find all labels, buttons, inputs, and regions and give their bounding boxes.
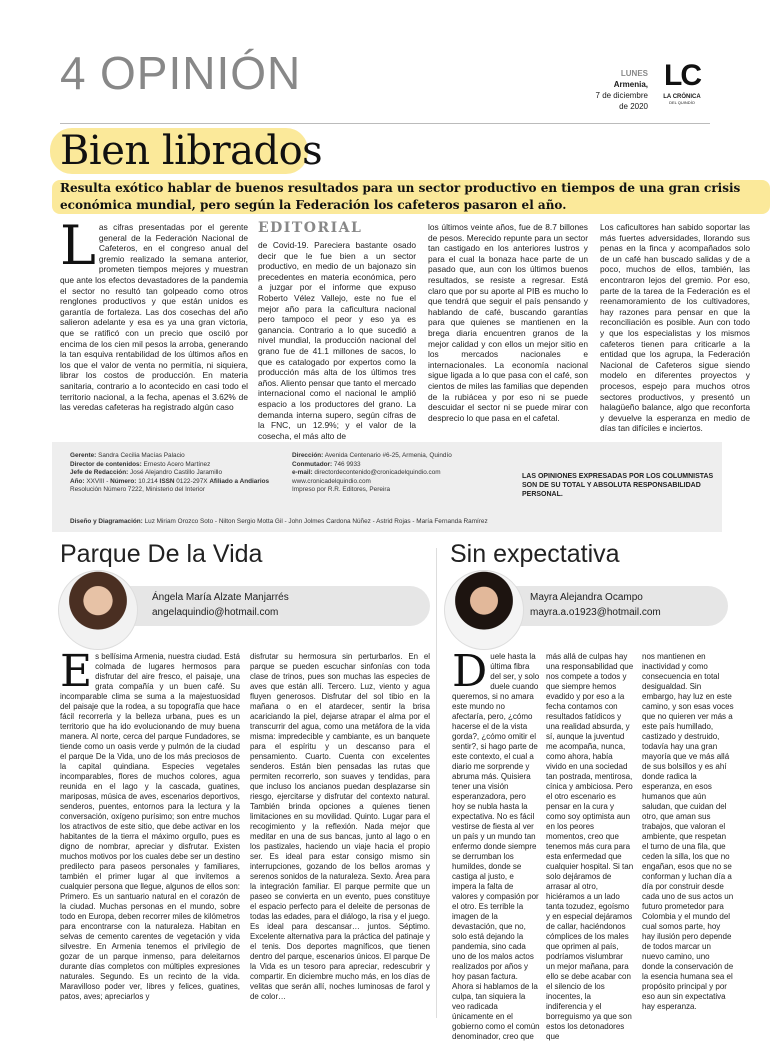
masthead <box>60 46 710 116</box>
masthead-rule <box>60 123 710 124</box>
issn-value: 0122-297X <box>176 477 208 485</box>
column-left-text-1 <box>60 646 240 1014</box>
date-line: 7 de diciembre <box>595 91 648 100</box>
column-right-title: Sin expectativa <box>450 540 620 568</box>
editorial-col2-text: de Covid-19. Pareciera bastante osado decir que le fue bien a un sector productivo, en medio de un bajonazo sin precedentes en materia económica, pero a juzgar por el informe que expuso Roberto Vélez Vallejo, este no fue el mejor año para la caficultura nacional pero tampoco el peor y eso ya es ganancia. Contrario a lo que sucedió a nivel mundial, la producción nacional del grano fue de 41.1 millones de sacos, lo que es catalogado por expertos como la producción más alta de los últimos tres años. Aliento pensar que tanto el mercado internacional como el nacional le amplió espacio a los productores del grano. La demanda interna supero, según cifras de la FNC, un 12.9%; y el valor de la cosecha, el más alto de <box>258 240 416 441</box>
editorial-col3-text: los últimos veinte años, fue de 8.7 billones de pesos. Merecido repunte para un sector tan castigado en los anteriores lustros y para el cual la bonaza hace parte de un pasado que, aun con los últimos buenos resultados, se resiste a regresar. Está claro que por su aporte al PIB es mucho lo que tendrá que seguir el país pensando y hablando de café, buscando garantías para que quienes se mantienen en la brega diaria encuentren granos de la mejor calidad y con ellos un mejor sitio en los mercados nacionales e internacionales. La economía nacional sigue ligada a lo que pasa con el café, son cientos de miles las familias que dependen de la rubiácea y por eso ni se puede descuidar el sector ni se puede mirar con desprecio lo que pasa en el cafetal. <box>428 222 588 423</box>
column-left-author-avatar <box>58 570 138 650</box>
label-conmutador: Conmutador: <box>292 460 333 468</box>
gerente-value: Sandra Cecilia Macías Palacio <box>98 452 185 459</box>
afiliado-text: Afiliado a Andiarios <box>209 477 270 485</box>
opinion-notice: LAS OPINIONES EXPRESADAS POR LOS COLUMNISTAS SON DE SU TOTAL Y ABSOLUTA RESPONSABILIDAD PERSONAL. <box>522 473 714 498</box>
column-left-author-name: Ángela María Alzate Manjarrés <box>152 592 289 603</box>
column-right-dropcap: D <box>452 646 488 697</box>
section-number: 4 <box>60 47 87 99</box>
date-city: Armenia, <box>613 80 648 89</box>
label-anio: Año: <box>70 477 85 485</box>
email-value[interactable]: directordecontenido@cronicadelquindio.com <box>314 469 441 477</box>
editorial-column-2 <box>258 240 416 441</box>
label-jefe: Jefe de Redacción: <box>70 469 129 477</box>
column-right-col1-text: uele hasta la última fibra del ser, y solo duele cuando queremos, si no amara este mundo no afectaría, pero, ¿cómo hacerse el de la vista gorda?, ¿cómo omitir el sentir?, si hago parte de este contexto, el cual a diario me sorprende y abruma más. Quisiera tener una visión esperanzadora, pero hoy se nubla hasta la expectativa. No es fácil vestirse de fiesta al ver un país y un mundo tan enfermo donde siempre se derrumban los humildes, donde se castiga al justo, e impera la falta de valores y compasión por el otro. Es terrible la imagen de la devastación, que no, solo está dejando la pandemia, sino cada uno de los malos actos realizados por años y hoy pasan factura. Ahora si hablamos de la culpa, tan siquiera la veo radicada únicamente en el gobierno como el común denominador, creo que <box>452 652 540 1041</box>
conmutador-value: 746 9933 <box>333 460 361 468</box>
credits-box <box>52 442 722 532</box>
editorial-col4-text: Los caficultores han sabido soportar las más fuertes adversidades, llorando sus penas en la finca y acompañados solo de un café han buscado salidas y de a poco, muchos de ellos, también, las encontraron lejos del gremio. Por eso, parte de la tarea de la Federación es el reenamoramiento de los cultivadores, hay razones para pensar en que la reconciliación es posible. Aun con todo y que los especialistas y los mismos cafeteros tienen para criticarle a la entidad que los agrupa, la Federación Nacional de Cafeteros sigue siendo modelo en diferentes proyectos y procesos, espejo para muchos otros sectores productivos, y presentó un halagüeño balance, algo que reconforta y devuelve la esperanza en medio de días tan difíciles e inciertos. <box>600 222 750 434</box>
editorial-column-3 <box>428 222 588 432</box>
column-right-col2-text: más allá de culpas hay una responsabilidad que nos compete a todos y que siempre hemos evadido y por eso a la fecha contamos con resultados fatídicos y una realidad absurda, y sí, aunque la juventud me acompaña, nunca, como ahora, había vivido en una sociedad tan postrada, mentirosa, cínica y ambiciosa. Pero el otro escenario es pensar en la cura y como soy optimista aun en los peores momentos, creo que tenemos más cura para esta enfermedad que cualquier hospital. Si tan solo dejáramos de arrasar al otro, hiciéramos a un lado tanta tozudez, egoísmo y en especial dejáramos de callar, haciéndonos cómplices de los males que oprimen al país, podríamos vislumbrar un mejor mañana, para ello se debe acabar con el silencio de los inocentes, la indiferencia y el borreguismo ya que son estos los detonadores que <box>546 652 634 1041</box>
editorial-column-4 <box>600 222 750 432</box>
date-day: LUNES <box>620 69 648 78</box>
editorial-col1-text: as cifras presentadas por el gerente general de la Federación Nacional de Cafeteros, en el congreso anual del gremio realizado la semana anterior, prometen tiempos mejores y muestran que ante los efectos devastadores de la pandemia el sector no resultó tan golpeado como otros renglones productivos y que están unidos es garantía de fortaleza. Las dos cosechas del año salieron adelante y esa es ya una gran victoria, que se ratificó con un precio que osciló por encima de los cien mil pesos la arroba, generando la tan esquiva rentabilidad de los últimos años en los que el valor de venta no permitía, ni siquiera, librar los costos de producción. En materia sanitaria, contrario a lo acontecido en casi todo el territorio nacional, a la fecha, apenas el 3.62% de las veredas cafeteras ha registrado algún caso <box>60 222 248 413</box>
column-left-col2-text: disfrutar su hermosura sin perturbarlos. En el parque se pueden escuchar sinfonías con toda clase de trinos, pues son muchas las especies de aves que están allí. Tercero. Luz, viento y agua fluyen generosos. Disfrutar del sol tibio en la mañana o en el atardecer, sentir la brisa acariciando la piel, dejarse atrapar el alma por el transcurrir del agua, como una metáfora de la vida misma: impredecible y cambiante, es un banquete para el espíritu y un descanso para el pensamiento. Cuarto. Cuenta con excelentes senderos. Están bien pensadas las rutas que permiten recorrerlo, son suaves y tendidas, para que incluso los ancianos puedan desplazarse sin riesgo, ejercitarse y disfrutar del contexto natural. También brinda opciones a quienes tienen limitaciones en su movilidad. Quinto. Lugar para el recogimiento y la reflexión. Nada mejor que meditar en una de sus bancas, junto al lago o en los pastizales, haciendo un viaje hacia el propio ser. Es ideal para estar consigo mismo sin interrupciones, gozando de los bellos aromas y serenos sonidos de la naturaleza. Sexto. Área para la integración familiar. El parque permite que un paseo se convierta en un evento, pues constituye el espacio perfecto para el deleite de personas de todas las edades, para el diálogo, la risa y el juego. Es ideal para descansar… juntos. Séptimo. Excelente alternativa para la práctica del patinaje y el tenis. Dos deportes magníficos, que tienen dentro del parque, escenarios únicos. El parque De la Vida es un tesoro para apreciar, redescubrir y compartir. En diciembre mucho más, en los días de velitas que serán allí, noches luminosas de farol y de color… <box>250 652 430 1001</box>
jefe-value: José Alejandro Castillo Jaramillo <box>130 469 223 477</box>
editorial-tag: EDITORIAL <box>258 220 363 236</box>
date-year: de 2020 <box>619 102 648 111</box>
column-left-dropcap: E <box>60 646 93 697</box>
impreso-text: Impreso por R.R. Editores, Pereira <box>292 486 391 494</box>
la-cronica-logo <box>654 58 710 114</box>
column-right-text-2 <box>546 652 634 1041</box>
credits-design <box>70 518 720 527</box>
editorial-dropcap: L <box>60 214 96 277</box>
anio-value: XXVIII - <box>86 477 109 485</box>
date-block <box>596 68 648 112</box>
label-diseno: Diseño y Diagramación: <box>70 518 143 525</box>
column-right-text-3 <box>642 652 734 1014</box>
editorial-column-1 <box>60 214 248 432</box>
column-right-author-name: Mayra Alejandra Ocampo <box>530 592 643 603</box>
logo-letters: LC <box>664 59 700 92</box>
label-gerente: Gerente: <box>70 452 97 459</box>
diseno-value: Luz Miriam Orozco Soto - Nilton Sergio Motta Gil - John Jolmes Cardona Núñez - Astrid Rojas - María Fernanda Ramírez <box>144 518 488 525</box>
credits-left <box>70 452 290 495</box>
numero-value: 10.214 <box>138 477 158 485</box>
resolucion-text: Resolución Número 7222, Ministerio del Interior <box>70 486 205 494</box>
label-direccion: Dirección: <box>292 452 324 459</box>
column-right-author-avatar <box>444 570 524 650</box>
label-email: e-mail: <box>292 469 313 477</box>
editorial-deck: Resulta exótico hablar de buenos resultados para un sector productivo en tiempos de una gran crisis económica mundial, pero según la Federación los cafeteros pasaron el año. <box>60 181 741 212</box>
label-director: Director de contenidos: <box>70 460 142 468</box>
column-left-text-2 <box>250 652 430 1014</box>
logo-sub: DEL QUINDÍO <box>669 100 695 105</box>
column-right-col3-text: nos mantienen en inactividad y como consecuencia en total desigualdad. Sin embargo, hay luz en este camino, y son esas voces que no quieren ver más a este país humillado, castizado y destruido, todavía hay una gran mayoría que ve más allá de sus bolsillos y es ahí donde radica la esperanza, en esos humanos que aún saludan, que cuidan del otro, que aman sus trabajos, que valoran el ambiente, que respetan el turno de una fila, que ceden la silla, los que no engañan, esos que no se conforman y luchan día a día por construir desde cada uno de sus actos un futuro prometedor para Colombia y el mundo del cual somos parte, hoy hay ilusión pero depende de todos marcar un nuevo camino, uno donde la conservación de la esencia humana sea el propósito principal y por eso aun sin expectativa hay esperanza. <box>642 652 734 1011</box>
column-left-col1-text: s bellísima Armenia, nuestra ciudad. Está colmada de lugares hermosos para disfrutar del aire fresco, el paisaje, una grata compañía y un buen café. Su incomparable clima se suma a la majestuosidad del paisaje que la rodea, a su topografía que hace fácil recorrerla y la belleza urbana, pues es un territorio que ha ido evolucionando de muy buena manera. Al norte, cerca del parque Fundadores, se tiende como un oasis verde y pulmón de la ciudad el parque De la Vida, uno de los más preciosos de la capital quindiana. Especies vegetales incomparables, flores de muchos colores, agua reunida en el lago y la cascada, guatines, mariposas, música de aves, escenarios deportivos, senderos, puentes, entornos para la lectura y la conversación, oxígeno purísimo; son entre muchos los atractivos de este sitio, que debe activar en los habitantes de la tierra el máximo orgullo, pues es digno de nombrar, apreciar y disfrutar. Existen muchos motivos por los cuales debe ser un destino predilecto para paseos personales y familiares, también el primer lugar al que invitemos a cualquier persona que llegue, algunos de ellos son: Primero. Es un santuario natural en el corazón de la ciudad. Muchas personas en el mundo, sobre todo en Europa, deben recorrer miles de kilómetros para encontrarse con la naturaleza. Habitan en selvas de cemento carentes de vegetación y vida silvestre. En Armenia tenemos el privilegio de gozar de un parque inmenso, para deleitarnos durante días completos con múltiples expresiones naturales. Segundo. Es un recinto de la vida. Maravilloso poder ver, libres y felices, guatines, patos, aves; apreciarlos y <box>60 652 240 1001</box>
credits-middle <box>292 452 512 495</box>
column-left-title: Parque De la Vida <box>60 540 263 568</box>
direccion-value: Avenida Centenario #6-25, Armenia, Quindío <box>324 452 452 459</box>
column-right-text-1 <box>452 646 540 1041</box>
column-left-author-email[interactable]: angelaquindio@hotmail.com <box>152 607 279 618</box>
director-value: Ernesto Acero Martínez <box>143 460 211 468</box>
editorial-headline: Bien librados <box>60 128 323 174</box>
column-separator <box>436 548 437 1018</box>
label-numero: Número: <box>110 477 137 485</box>
logo-name: LA CRÓNICA <box>663 94 701 100</box>
section-name: OPINIÓN <box>100 47 302 99</box>
column-right-author-email[interactable]: mayra.a.o1923@hotmail.com <box>530 607 661 618</box>
website-link[interactable]: www.cronicadelquindio.com <box>292 477 371 485</box>
label-issn: ISSN <box>159 477 175 485</box>
